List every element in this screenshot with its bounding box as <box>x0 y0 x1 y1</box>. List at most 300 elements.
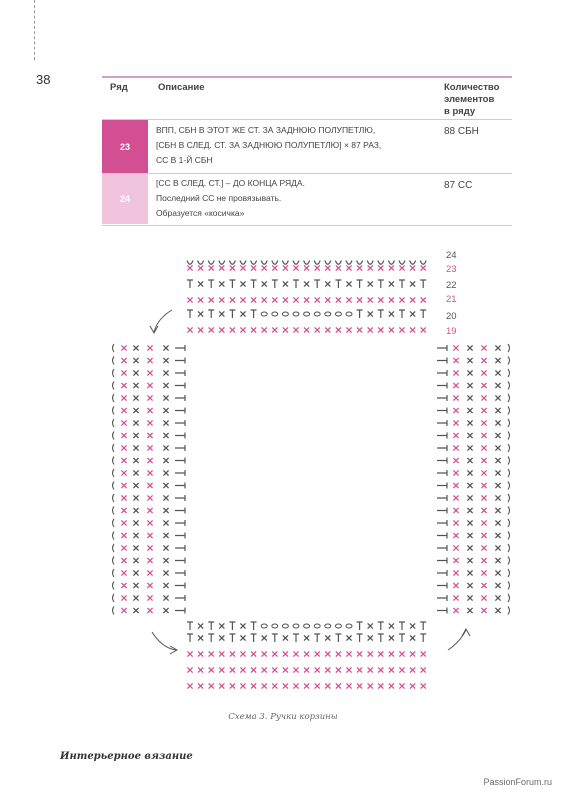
half-double-crochet-symbol <box>272 634 278 642</box>
single-crochet-symbol <box>121 370 126 375</box>
slip-stitch-symbol <box>508 582 510 590</box>
single-crochet-symbol <box>467 558 472 563</box>
single-crochet-symbol <box>325 635 330 640</box>
single-crochet-symbol <box>410 635 415 640</box>
slip-stitch-symbol <box>508 494 510 502</box>
single-crochet-symbol <box>410 623 415 628</box>
single-crochet-symbol <box>421 683 426 688</box>
single-crochet-symbol <box>147 495 152 500</box>
single-crochet-symbol <box>240 297 245 302</box>
slip-stitch-symbol <box>251 261 257 265</box>
half-double-crochet-symbol <box>251 280 257 288</box>
half-double-crochet-symbol <box>208 310 214 318</box>
slip-stitch-symbol <box>508 369 510 377</box>
single-crochet-symbol <box>481 395 486 400</box>
row-23-description <box>156 123 381 168</box>
single-crochet-symbol <box>121 470 126 475</box>
single-crochet-symbol <box>121 533 126 538</box>
single-crochet-symbol <box>481 508 486 513</box>
single-crochet-symbol <box>133 420 138 425</box>
single-crochet-symbol <box>421 327 426 332</box>
slip-stitch-symbol <box>113 382 115 390</box>
single-crochet-symbol <box>453 408 458 413</box>
table-bottom-rule <box>102 225 512 226</box>
chain-stitch-symbol <box>325 312 331 316</box>
slip-stitch-symbol <box>508 382 510 390</box>
half-double-crochet-symbol <box>187 310 193 318</box>
slip-stitch-symbol <box>508 469 510 477</box>
single-crochet-symbol <box>467 595 472 600</box>
single-crochet-symbol <box>481 495 486 500</box>
table-header-description: Описание <box>158 82 205 93</box>
single-crochet-symbol <box>163 545 168 550</box>
slip-stitch-symbol <box>508 444 510 452</box>
single-crochet-symbol <box>325 683 330 688</box>
single-crochet-symbol <box>133 470 138 475</box>
single-crochet-symbol <box>240 667 245 672</box>
slip-stitch-symbol <box>113 407 115 415</box>
single-crochet-symbol <box>315 651 320 656</box>
single-crochet-symbol <box>495 545 500 550</box>
single-crochet-symbol <box>315 297 320 302</box>
horizontal-stitch-symbol <box>437 445 447 451</box>
single-crochet-symbol <box>389 683 394 688</box>
single-crochet-symbol <box>133 458 138 463</box>
single-crochet-symbol <box>283 297 288 302</box>
single-crochet-symbol <box>283 667 288 672</box>
single-crochet-symbol <box>240 635 245 640</box>
single-crochet-symbol <box>133 370 138 375</box>
horizontal-stitch-symbol <box>175 408 185 414</box>
horizontal-stitch-symbol <box>437 458 447 464</box>
single-crochet-symbol <box>163 458 168 463</box>
single-crochet-symbol <box>481 445 486 450</box>
single-crochet-symbol <box>325 327 330 332</box>
slip-stitch-symbol <box>357 261 363 265</box>
half-double-crochet-symbol <box>420 622 426 630</box>
single-crochet-symbol <box>262 667 267 672</box>
single-crochet-symbol <box>163 520 168 525</box>
single-crochet-symbol <box>230 651 235 656</box>
single-crochet-symbol <box>163 408 168 413</box>
table-header-count-line: Количество <box>444 82 500 93</box>
slip-stitch-symbol <box>508 544 510 552</box>
half-double-crochet-symbol <box>208 280 214 288</box>
single-crochet-symbol <box>133 408 138 413</box>
horizontal-stitch-symbol <box>437 495 447 501</box>
slip-stitch-symbol <box>113 444 115 452</box>
single-crochet-symbol <box>481 595 486 600</box>
single-crochet-symbol <box>121 545 126 550</box>
single-crochet-symbol <box>304 265 309 270</box>
single-crochet-symbol <box>346 667 351 672</box>
horizontal-stitch-symbol <box>175 583 185 589</box>
single-crochet-symbol <box>495 420 500 425</box>
single-crochet-symbol <box>163 470 168 475</box>
single-crochet-symbol <box>121 508 126 513</box>
half-double-crochet-symbol <box>357 310 363 318</box>
half-double-crochet-symbol <box>420 280 426 288</box>
single-crochet-symbol <box>453 445 458 450</box>
single-crochet-symbol <box>121 495 126 500</box>
half-double-crochet-symbol <box>314 280 320 288</box>
row-24-description <box>156 176 305 221</box>
row-label: 23 <box>446 264 457 275</box>
horizontal-stitch-symbol <box>175 370 185 376</box>
horizontal-stitch-symbol <box>175 508 185 514</box>
horizontal-stitch-symbol <box>175 483 185 489</box>
single-crochet-symbol <box>389 327 394 332</box>
single-crochet-symbol <box>147 420 152 425</box>
single-crochet-symbol <box>133 358 138 363</box>
single-crochet-symbol <box>453 508 458 513</box>
single-crochet-symbol <box>325 265 330 270</box>
single-crochet-symbol <box>219 281 224 286</box>
single-crochet-symbol <box>453 483 458 488</box>
single-crochet-symbol <box>230 297 235 302</box>
single-crochet-symbol <box>378 667 383 672</box>
single-crochet-symbol <box>209 265 214 270</box>
single-crochet-symbol <box>467 345 472 350</box>
half-double-crochet-symbol <box>251 634 257 642</box>
single-crochet-symbol <box>495 495 500 500</box>
single-crochet-symbol <box>219 683 224 688</box>
single-crochet-symbol <box>209 651 214 656</box>
single-crochet-symbol <box>198 297 203 302</box>
single-crochet-symbol <box>133 395 138 400</box>
single-crochet-symbol <box>163 433 168 438</box>
chain-stitch-symbol <box>335 312 341 316</box>
single-crochet-symbol <box>495 608 500 613</box>
single-crochet-symbol <box>147 433 152 438</box>
single-crochet-symbol <box>389 297 394 302</box>
single-crochet-symbol <box>399 265 404 270</box>
slip-stitch-symbol <box>113 419 115 427</box>
single-crochet-symbol <box>357 683 362 688</box>
single-crochet-symbol <box>467 408 472 413</box>
single-crochet-symbol <box>121 420 126 425</box>
horizontal-stitch-symbol <box>437 483 447 489</box>
single-crochet-symbol <box>219 311 224 316</box>
single-crochet-symbol <box>272 327 277 332</box>
single-crochet-symbol <box>399 327 404 332</box>
single-crochet-symbol <box>240 311 245 316</box>
single-crochet-symbol <box>163 383 168 388</box>
single-crochet-symbol <box>495 533 500 538</box>
chain-stitch-symbol <box>282 624 288 628</box>
description-line: СС В 1-Й СБН <box>156 155 213 165</box>
single-crochet-symbol <box>389 635 394 640</box>
single-crochet-symbol <box>368 297 373 302</box>
slip-stitch-symbol <box>113 569 115 577</box>
single-crochet-symbol <box>467 520 472 525</box>
single-crochet-symbol <box>163 508 168 513</box>
chain-stitch-symbol <box>335 624 341 628</box>
horizontal-stitch-symbol <box>437 395 447 401</box>
single-crochet-symbol <box>187 265 192 270</box>
single-crochet-symbol <box>481 470 486 475</box>
margin-dashed-line <box>34 0 35 60</box>
single-crochet-symbol <box>481 433 486 438</box>
chain-stitch-symbol <box>314 312 320 316</box>
single-crochet-symbol <box>163 420 168 425</box>
row-label: 19 <box>446 326 457 337</box>
single-crochet-symbol <box>147 458 152 463</box>
table-header-count-line: в ряду <box>444 106 476 117</box>
slip-stitch-symbol <box>508 432 510 440</box>
single-crochet-symbol <box>121 395 126 400</box>
slip-stitch-symbol <box>272 261 278 265</box>
single-crochet-symbol <box>368 635 373 640</box>
horizontal-stitch-symbol <box>175 520 185 526</box>
single-crochet-symbol <box>467 570 472 575</box>
table-header-count-line: элементов <box>444 94 495 105</box>
half-double-crochet-symbol <box>187 634 193 642</box>
half-double-crochet-symbol <box>293 280 299 288</box>
single-crochet-symbol <box>219 327 224 332</box>
single-crochet-symbol <box>495 433 500 438</box>
single-crochet-symbol <box>453 495 458 500</box>
single-crochet-symbol <box>272 265 277 270</box>
horizontal-stitch-symbol <box>175 470 185 476</box>
single-crochet-symbol <box>336 327 341 332</box>
single-crochet-symbol <box>198 265 203 270</box>
single-crochet-symbol <box>495 408 500 413</box>
table-top-rule <box>102 76 512 78</box>
single-crochet-symbol <box>163 395 168 400</box>
horizontal-stitch-symbol <box>437 570 447 576</box>
single-crochet-symbol <box>209 683 214 688</box>
chain-stitch-symbol <box>282 312 288 316</box>
crochet-chart <box>0 240 566 706</box>
single-crochet-symbol <box>198 623 203 628</box>
single-crochet-symbol <box>121 358 126 363</box>
slip-stitch-symbol <box>508 357 510 365</box>
single-crochet-symbol <box>133 558 138 563</box>
description-line: ВПП, СБН В ЭТОТ ЖЕ СТ. ЗА ЗАДНЮЮ ПОЛУПЕТЛЮ, <box>156 125 376 135</box>
horizontal-stitch-symbol <box>437 408 447 414</box>
chain-stitch-symbol <box>261 624 267 628</box>
half-double-crochet-symbol <box>399 634 405 642</box>
single-crochet-symbol <box>163 558 168 563</box>
single-crochet-symbol <box>198 311 203 316</box>
slip-stitch-symbol <box>346 261 352 265</box>
description-line: Последний СС не провязывать. <box>156 193 282 203</box>
single-crochet-symbol <box>198 327 203 332</box>
horizontal-stitch-symbol <box>175 558 185 564</box>
single-crochet-symbol <box>410 265 415 270</box>
chain-stitch-symbol <box>325 624 331 628</box>
single-crochet-symbol <box>336 667 341 672</box>
single-crochet-symbol <box>147 445 152 450</box>
single-crochet-symbol <box>453 595 458 600</box>
single-crochet-symbol <box>325 281 330 286</box>
single-crochet-symbol <box>304 683 309 688</box>
half-double-crochet-symbol <box>229 280 235 288</box>
single-crochet-symbol <box>495 395 500 400</box>
chain-stitch-symbol <box>304 624 310 628</box>
single-crochet-symbol <box>346 281 351 286</box>
single-crochet-symbol <box>251 265 256 270</box>
single-crochet-symbol <box>453 345 458 350</box>
single-crochet-symbol <box>121 445 126 450</box>
single-crochet-symbol <box>453 583 458 588</box>
slip-stitch-symbol <box>113 582 115 590</box>
single-crochet-symbol <box>219 635 224 640</box>
single-crochet-symbol <box>133 345 138 350</box>
single-crochet-symbol <box>495 508 500 513</box>
single-crochet-symbol <box>230 683 235 688</box>
single-crochet-symbol <box>121 433 126 438</box>
single-crochet-symbol <box>346 635 351 640</box>
half-double-crochet-symbol <box>229 634 235 642</box>
slip-stitch-symbol <box>508 482 510 490</box>
single-crochet-symbol <box>230 265 235 270</box>
single-crochet-symbol <box>453 458 458 463</box>
slip-stitch-symbol <box>420 261 426 265</box>
single-crochet-symbol <box>481 358 486 363</box>
half-double-crochet-symbol <box>187 622 193 630</box>
single-crochet-symbol <box>262 327 267 332</box>
single-crochet-symbol <box>304 297 309 302</box>
chain-stitch-symbol <box>272 624 278 628</box>
single-crochet-symbol <box>481 370 486 375</box>
horizontal-stitch-symbol <box>175 545 185 551</box>
slip-stitch-symbol <box>378 261 384 265</box>
single-crochet-symbol <box>467 495 472 500</box>
slip-stitch-symbol <box>113 432 115 440</box>
single-crochet-symbol <box>283 651 288 656</box>
slip-stitch-symbol <box>508 457 510 465</box>
half-double-crochet-symbol <box>251 310 257 318</box>
row-label: 20 <box>446 311 457 322</box>
single-crochet-symbol <box>453 395 458 400</box>
footer-book-title: Интерьерное вязание <box>60 751 193 762</box>
slip-stitch-symbol <box>113 557 115 565</box>
single-crochet-symbol <box>481 458 486 463</box>
slip-stitch-symbol <box>508 394 510 402</box>
single-crochet-symbol <box>251 327 256 332</box>
single-crochet-symbol <box>251 297 256 302</box>
row-24-count: 87 СС <box>444 180 473 191</box>
single-crochet-symbol <box>147 608 152 613</box>
slip-stitch-symbol <box>508 519 510 527</box>
single-crochet-symbol <box>481 570 486 575</box>
table-header-row: Ряд <box>110 82 128 93</box>
single-crochet-symbol <box>240 327 245 332</box>
slip-stitch-symbol <box>113 532 115 540</box>
horizontal-stitch-symbol <box>175 358 185 364</box>
half-double-crochet-symbol <box>335 634 341 642</box>
single-crochet-symbol <box>453 470 458 475</box>
single-crochet-symbol <box>315 683 320 688</box>
slip-stitch-symbol <box>113 344 115 352</box>
slip-stitch-symbol <box>508 569 510 577</box>
single-crochet-symbol <box>198 635 203 640</box>
horizontal-stitch-symbol <box>437 595 447 601</box>
single-crochet-symbol <box>133 608 138 613</box>
slip-stitch-symbol <box>113 519 115 527</box>
single-crochet-symbol <box>147 395 152 400</box>
half-double-crochet-symbol <box>378 280 384 288</box>
horizontal-stitch-symbol <box>437 608 447 614</box>
single-crochet-symbol <box>410 281 415 286</box>
single-crochet-symbol <box>336 683 341 688</box>
single-crochet-symbol <box>163 570 168 575</box>
slip-stitch-symbol <box>335 261 341 265</box>
single-crochet-symbol <box>378 327 383 332</box>
single-crochet-symbol <box>187 651 192 656</box>
single-crochet-symbol <box>357 651 362 656</box>
single-crochet-symbol <box>399 683 404 688</box>
single-crochet-symbol <box>147 383 152 388</box>
single-crochet-symbol <box>251 651 256 656</box>
horizontal-stitch-symbol <box>437 470 447 476</box>
slip-stitch-symbol <box>367 261 373 265</box>
single-crochet-symbol <box>121 383 126 388</box>
single-crochet-symbol <box>163 345 168 350</box>
single-crochet-symbol <box>163 595 168 600</box>
half-double-crochet-symbol <box>378 622 384 630</box>
single-crochet-symbol <box>481 558 486 563</box>
chain-stitch-symbol <box>304 312 310 316</box>
single-crochet-symbol <box>410 651 415 656</box>
single-crochet-symbol <box>453 533 458 538</box>
slip-stitch-symbol <box>229 261 235 265</box>
chain-stitch-symbol <box>293 312 299 316</box>
single-crochet-symbol <box>219 297 224 302</box>
single-crochet-symbol <box>315 327 320 332</box>
half-double-crochet-symbol <box>378 310 384 318</box>
horizontal-stitch-symbol <box>437 383 447 389</box>
horizontal-stitch-symbol <box>437 508 447 514</box>
single-crochet-symbol <box>495 595 500 600</box>
single-crochet-symbol <box>495 583 500 588</box>
single-crochet-symbol <box>147 545 152 550</box>
single-crochet-symbol <box>262 265 267 270</box>
slip-stitch-symbol <box>113 544 115 552</box>
single-crochet-symbol <box>495 358 500 363</box>
single-crochet-symbol <box>121 558 126 563</box>
single-crochet-symbol <box>336 265 341 270</box>
single-crochet-symbol <box>389 281 394 286</box>
single-crochet-symbol <box>495 470 500 475</box>
single-crochet-symbol <box>240 651 245 656</box>
slip-stitch-symbol <box>508 532 510 540</box>
slip-stitch-symbol <box>113 457 115 465</box>
horizontal-stitch-symbol <box>175 608 185 614</box>
single-crochet-symbol <box>163 608 168 613</box>
single-crochet-symbol <box>187 297 192 302</box>
horizontal-stitch-symbol <box>437 583 447 589</box>
single-crochet-symbol <box>357 667 362 672</box>
single-crochet-symbol <box>198 683 203 688</box>
single-crochet-symbol <box>133 483 138 488</box>
single-crochet-symbol <box>163 358 168 363</box>
single-crochet-symbol <box>410 683 415 688</box>
description-line: Образуется «косичка» <box>156 208 245 218</box>
half-double-crochet-symbol <box>420 310 426 318</box>
single-crochet-symbol <box>453 420 458 425</box>
slip-stitch-symbol <box>113 469 115 477</box>
single-crochet-symbol <box>467 433 472 438</box>
single-crochet-symbol <box>209 667 214 672</box>
single-crochet-symbol <box>163 483 168 488</box>
single-crochet-symbol <box>147 595 152 600</box>
single-crochet-symbol <box>346 683 351 688</box>
single-crochet-symbol <box>121 570 126 575</box>
half-double-crochet-symbol <box>399 280 405 288</box>
